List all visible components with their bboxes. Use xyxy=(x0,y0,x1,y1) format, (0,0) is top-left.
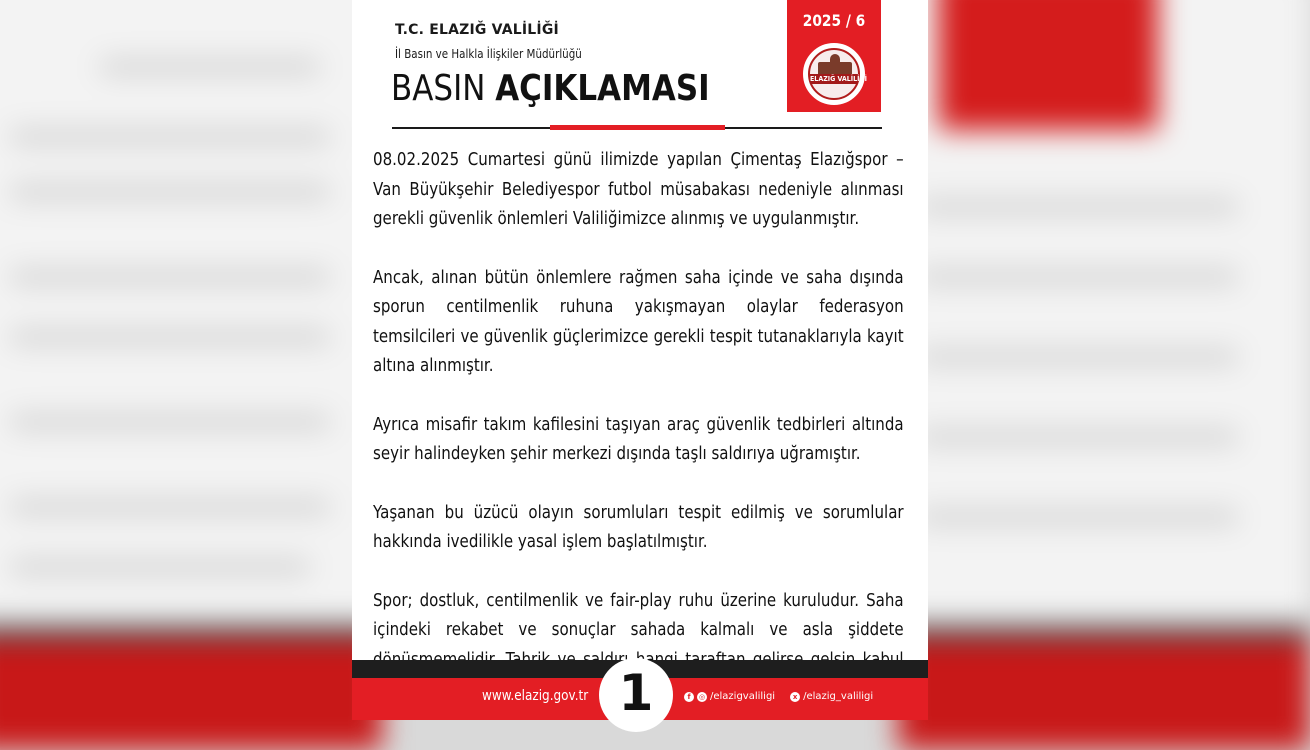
document-header xyxy=(352,0,928,135)
issue-number: 2025 / 6 xyxy=(802,11,866,30)
paragraph: 08.02.2025 Cumartesi günü ilimizde yapılan Çimentaş Elazığspor – Van Büyükşehir Belediyespor futbol müsabakası nedeniyle alınması gerekli güvenlik önlemleri Valiliğimizce alınmış ve uygulanmıştır. xyxy=(373,150,904,229)
page-number: 1 xyxy=(618,664,654,722)
paragraph: Ancak, alınan bütün önlemlere rağmen saha içinde ve saha dışında sporun centilmenlik ruhuna yakışmayan olaylar federasyon temsilcileri ve güvenlik güçlerimizce gerekli tespit tutanaklarıyla kayıt altına alınmıştır. xyxy=(373,267,904,376)
x-twitter-icon[interactable]: x xyxy=(790,692,800,702)
document-body xyxy=(373,146,903,705)
social-handle[interactable]: /elazig_valiligi xyxy=(803,691,874,702)
document-headline xyxy=(391,68,710,109)
blurred-backdrop-left xyxy=(0,0,352,720)
paragraph: Ayrıca misafir takım kafilesini taşıyan araç güvenlik tedbirleri altında seyir halindeyken şehir merkezi dışında taşlı saldırıya uğramıştır. xyxy=(373,414,904,464)
issue-number-box xyxy=(787,0,881,112)
page-number-badge xyxy=(599,658,673,732)
department-name: İl Basın ve Halkla İlişkiler Müdürlüğü xyxy=(395,47,582,61)
headline-bold: AÇIKLAMASI xyxy=(495,68,710,109)
social-handle[interactable]: /elazigvaliligi xyxy=(710,691,776,702)
facebook-icon[interactable]: f xyxy=(684,692,694,702)
paragraph: Spor; dostluk, centilmenlik ve fair-play ruhu üzerine kuruludur. Saha içindeki rekabet ve sonuçlar sahada kalmalı ve asla şiddete xyxy=(373,590,904,640)
institution-name: T.C. ELAZIĞ VALİLİĞİ xyxy=(395,22,559,38)
seal-text: ELAZIĞ VALİLİĞİ xyxy=(810,75,867,83)
headline-light: BASIN xyxy=(391,68,486,109)
instagram-icon[interactable]: ◎ xyxy=(698,692,706,701)
press-release-page xyxy=(352,0,928,720)
website-link[interactable]: www.elazig.gov.tr xyxy=(482,688,589,704)
paragraph: Yaşanan bu üzücü olayın sorumluları tespit edilmiş ve sorumlular hakkında ivedilikle yasal işlem başlatılmıştır. xyxy=(373,502,904,552)
header-divider-accent xyxy=(550,125,725,130)
governorship-seal-icon xyxy=(803,43,865,105)
social-links xyxy=(684,691,873,702)
blurred-backdrop-right xyxy=(928,0,1280,720)
